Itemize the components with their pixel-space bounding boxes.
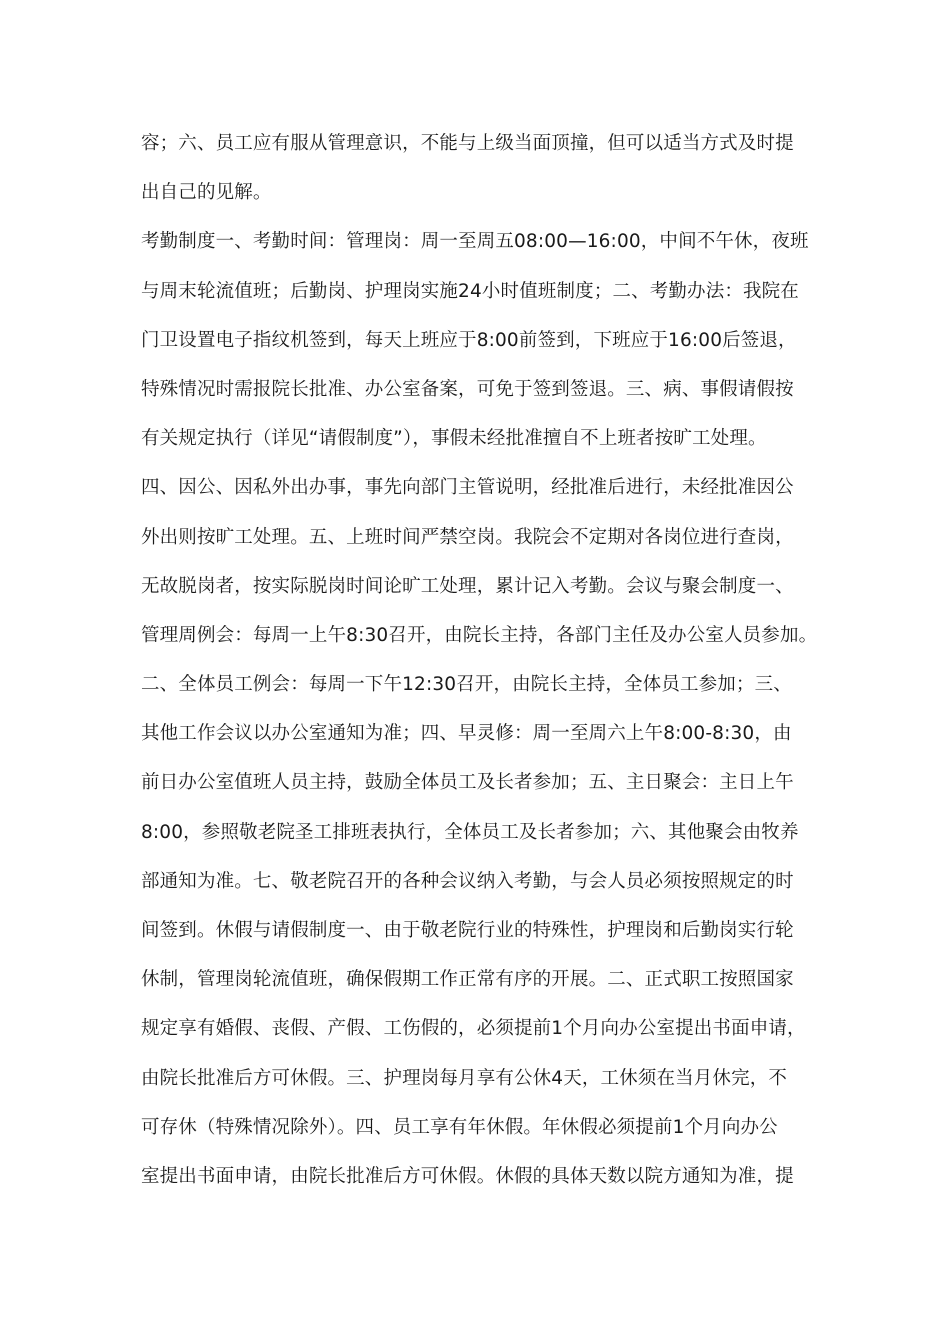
text-line: 其他工作会议以办公室通知为准；四、早灵修：周一至周六上午8:00-8:30，由	[141, 723, 792, 745]
text-line: 间签到。休假与请假制度一、由于敬老院行业的特殊性，护理岗和后勤岗实行轮	[141, 920, 794, 941]
text-line: 考勤制度一、考勤时间：管理岗：周一至周五08:00—16:00，中间不午休，夜班	[141, 231, 809, 253]
text-line: 有关规定执行（详见“请假制度”），事假未经批准擅自不上班者按旷工处理。	[141, 428, 767, 450]
text-line: 出自己的见解。	[141, 182, 272, 204]
text-line: 由院长批准后方可休假。三、护理岗每月享有公休4天，工休须在当月休完，不	[141, 1067, 788, 1089]
text-line: 部通知为准。七、敬老院召开的各种会议纳入考勤，与会人员必须按照规定的时	[141, 870, 794, 892]
document-body-text	[141, 126, 841, 1208]
text-line: 外出则按旷工处理。五、上班时间严禁空岗。我院会不定期对各岗位进行查岗，	[141, 526, 794, 548]
text-line: 8:00，参照敬老院圣工排班表执行，全体员工及长者参加；六、其他聚会由牧养	[141, 821, 799, 843]
text-line: 无故脱岗者，按实际脱岗时间论旷工处理，累计记入考勤。会议与聚会制度一、	[141, 575, 794, 597]
text-line: 规定享有婚假、丧假、产假、工伤假的，必须提前1个月向办公室提出书面申请，	[141, 1018, 806, 1040]
text-line: 容；六、员工应有服从管理意识，不能与上级当面顶撞，但可以适当方式及时提	[141, 133, 794, 154]
text-line: 四、因公、因私外出办事，事先向部门主管说明，经批准后进行，未经批准因公	[141, 477, 794, 499]
text-line: 休制，管理岗轮流值班，确保假期工作正常有序的开展。二、正式职工按照国家	[141, 969, 794, 991]
text-line: 管理周例会：每周一上午8:30召开，由院长主持，各部门主任及办公室人员参加。	[141, 624, 818, 646]
text-line: 特殊情况时需报院长批准、办公室备案，可免于签到签退。三、病、事假请假按	[141, 378, 794, 400]
text-line: 门卫设置电子指纹机签到，每天上班应于8:00前签到，下班应于16:00后签退，	[141, 329, 797, 351]
text-line: 二、全体员工例会：每周一下午12:30召开，由院长主持，全体员工参加；三、	[141, 674, 792, 696]
text-line: 前日办公室值班人员主持，鼓励全体员工及长者参加；五、主日聚会：主日上午	[141, 772, 794, 794]
text-line: 与周末轮流值班；后勤岗、护理岗实施24小时值班制度；二、考勤办法：我院在	[141, 280, 799, 302]
text-line: 室提出书面申请，由院长批准后方可休假。休假的具体天数以院方通知为准，提	[141, 1165, 794, 1187]
text-line: 可存休（特殊情况除外）。四、员工享有年休假。年休假必须提前1个月向办公	[141, 1116, 778, 1138]
